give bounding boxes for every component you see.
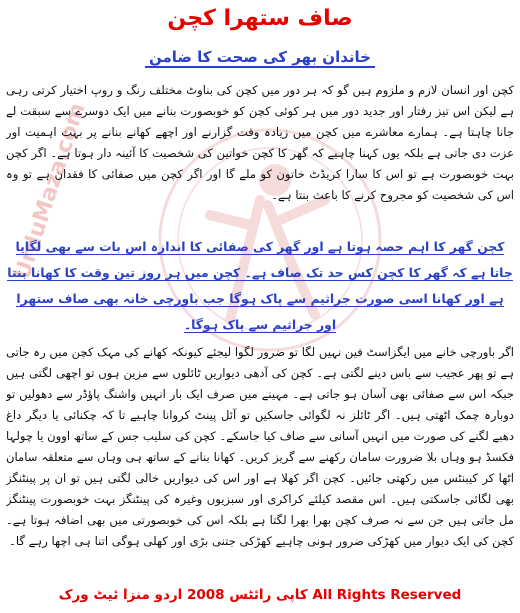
intro-paragraph: کچن اور انسان لازم و ملزوم ہیں گو کہ ہر دور میں کچن کی بناوٹ مختلف رنگ و روپ اختیار کرتی رہی ہے لیکن اس تیز رفتار اور جدید دور میں ہر کوئی کچن کو خوبصورت بنانے میں ایک دوسرے سے سبقت لے جانا چاہتا ہے۔ ہمارے معاشرے میں کچن میں زیادہ وقت گزارنے اور اچھے کھانے بنانے پر بہت اہمیت اور عزت دی جاتی ہے بلکہ یوں کہنا چاہیے کہ گھر کا کچن خواتین کی شخصیت کا آئینہ دار ہوتا ہے۔ اگر کچن بہت خوبصورت ہے تو اس کا سارا کریڈٹ خاتون کو ملے گا اور اگر کچن میں صفائی کا فقدان ہے تو وہ اس کی شخصیت کو مجروح کرنے کا باعث بنتا ہے۔ [6, 83, 514, 202]
highlight-text: کچن گھر کا اہم حصہ ہوتا ہے اور گھر کی صفائی کا اندازہ اس بات سے بھی لگایا جاتا ہے کہ گھر کا کچن کس حد تک صاف ہے۔ کچن میں ہر روز تین وقت کا کھانا بنتا ہے اور کھانا اسی صورت جراثیم سے پاک ہوگا جب باورچی خانہ بھی صاف ستھرا اور جراثیم سے پاک ہوگا۔ [7, 239, 513, 332]
subtitle-text: خاندان بھر کی صحت کا ضامن [145, 48, 375, 68]
copyright-footer: کاپی رائٹس 2008 اردو منزا ئیٹ ورک All Rights Reserved [58, 587, 462, 603]
page-title: صاف ستھرا کچن [167, 6, 353, 31]
tips-paragraph: اگر باورچی خانے میں ایگزاسٹ فین نہیں لگا تو ضرور لگوا لیجئے کیونکہ کھانے کی مہک کچن میں رہ جاتی ہے تو پھر عجیب سے باس دینے لگتی ہے۔ کچن کی آدھی دیواریں ٹائلوں سے مزین ہوں تو اچھی لگتی ہیں جبکہ اس سے صفائی بھی آسان ہو جاتی ہے۔ مہینے میں صرف ایک بار انہیں واشنگ پاؤڈر سے دھولیں تو دوبارہ چمک اٹھتی ہیں۔ اگر ٹائلز نہ لگوائی جاسکیں تو آئل پینٹ کروانا چاہیے تا کہ چکنائی یا دیگر داغ دھبے لگنے کی صورت میں انہیں آسانی سے صاف کیا جاسکے۔ کچن کی سلیب جس کے ساتھ اوون یا چولہا فکسڈ ہو وہاں بلا ضرورت سامان رکھنے سے گریز کریں۔ کھانا بنانے کے ساتھ ہی وہاں سے متعلقہ سامان اٹھا کر کیبنٹس میں رکھتی جائیں۔ کچن اگر کھلا ہے اور اس کی دیواریں خالی لگتی ہیں تو ان پر پینٹنگز بھی لگائی جاسکتی ہیں۔ اس مقصد کیلئے کراکری اور سبزیوں وغیرہ کی پینٹنگز بہت خوبصورت پینٹنگز مل جاتی ہیں جن سے نہ صرف کچن بھرا بھرا لگتا ہے بلکہ اس کی خوبصورتی میں بھی اضافہ ہوتا ہے۔ کچن کی ایک دیوار میں کھڑکی ضرور ہونی چاہیے کھڑکی جتنی بڑی اور کھلی ہوگی اتنا ہی اچھا رہے گا۔ [6, 345, 514, 548]
page-subtitle [0, 44, 520, 70]
highlight-block [6, 234, 514, 338]
watermark-text: UrduMaza.com [10, 100, 91, 283]
